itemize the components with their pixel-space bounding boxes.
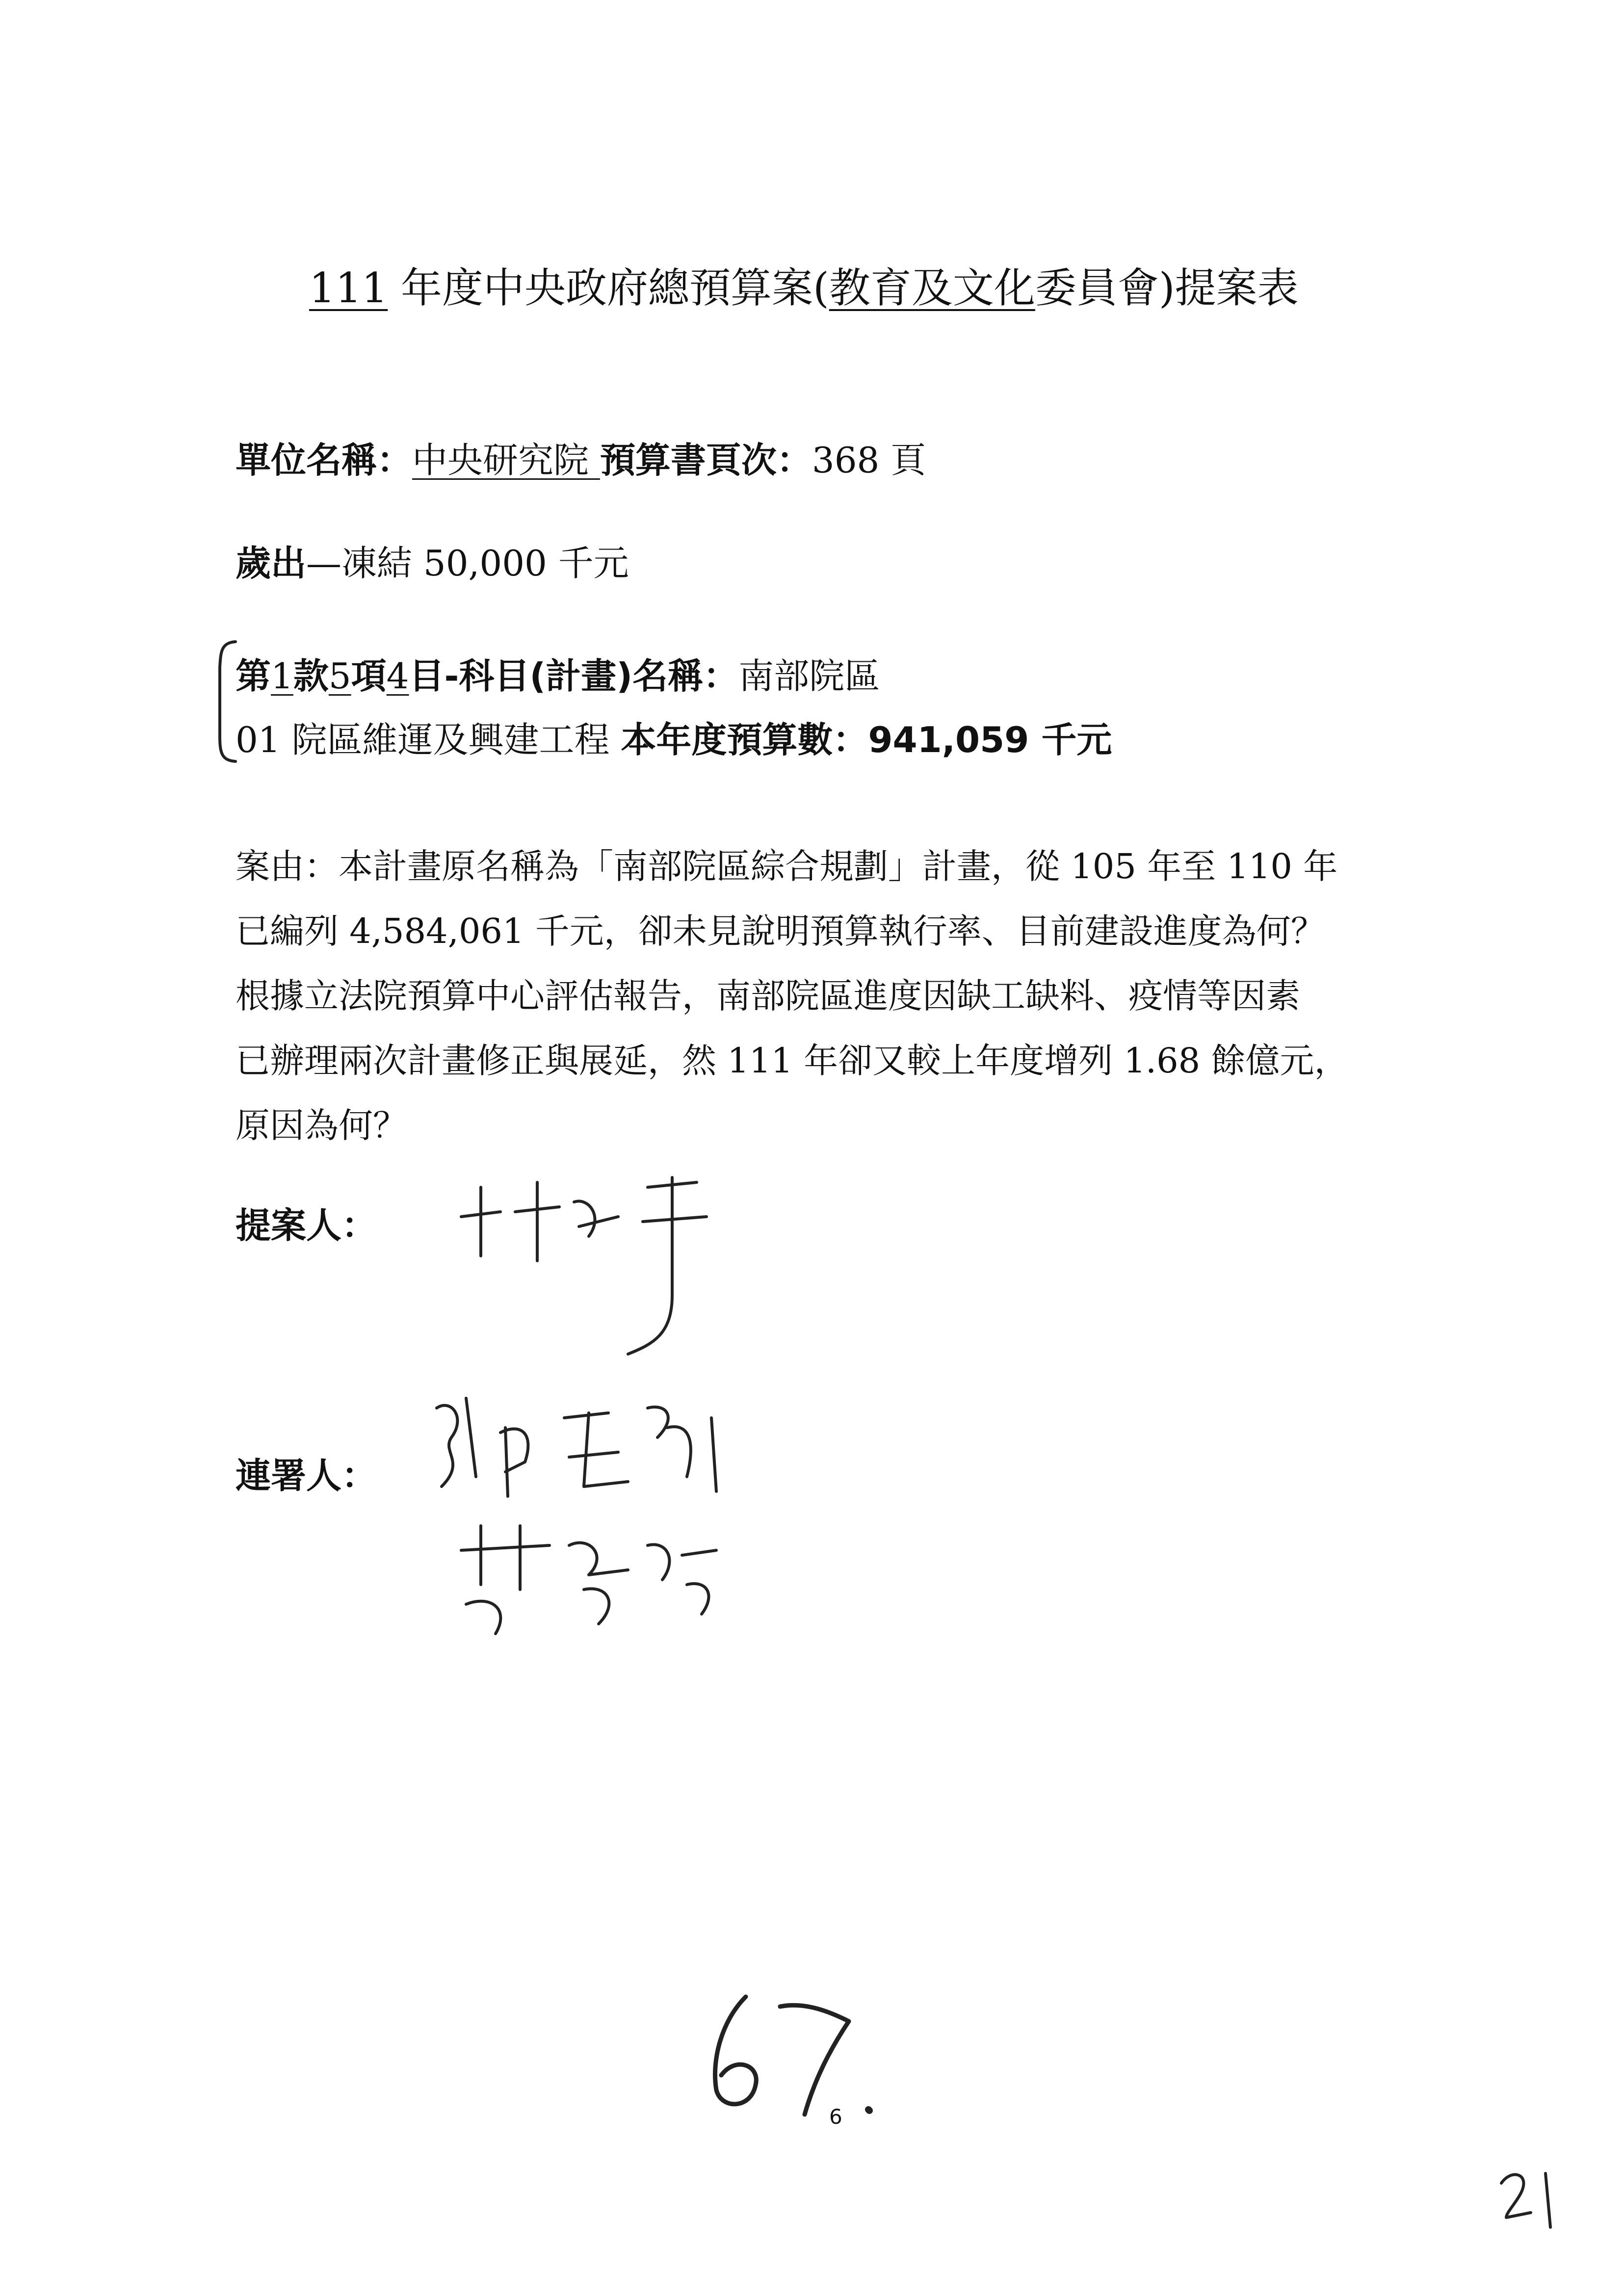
title-year: 111 <box>309 264 388 312</box>
reason-line: 已辦理兩次計畫修正與展延，然 111 年卻又較上年度增列 1.68 餘億元， <box>236 1041 1349 1081</box>
proposer-label: 提案人： <box>236 1205 377 1246</box>
item-k3-value: 4 <box>386 655 409 697</box>
expenditure-line <box>236 535 629 586</box>
item-line-2 <box>236 711 1112 762</box>
item-k2-value: 5 <box>328 655 351 697</box>
handwritten-number <box>692 1982 898 2129</box>
page-title <box>309 255 1299 314</box>
reason-line: 根據立法院預算中心評估報告，南部院區進度因缺工缺料、疫情等因素 <box>236 976 1300 1016</box>
expenditure-value: —凍結 50,000 千元 <box>306 543 629 584</box>
page-value: 368 頁 <box>812 440 926 481</box>
unit-line <box>236 432 926 483</box>
page-number: 6 <box>829 2105 842 2129</box>
item-k3: 項 <box>351 655 387 697</box>
reason-paragraph <box>236 834 1438 1158</box>
reason-line: 案由：本計畫原名稱為「南部院區綜合規劃」計畫，從 105 年至 110 年 <box>236 846 1338 887</box>
title-committee: 教育及文化 <box>829 264 1035 312</box>
item-k1: 第 <box>236 655 271 697</box>
item-k2: 款 <box>293 655 329 697</box>
title-part2: 委員會)提案表 <box>1035 264 1299 312</box>
item-k4: 目-科目(計畫)名稱： <box>409 655 739 697</box>
reason-line: 原因為何？ <box>236 1105 407 1146</box>
title-part1: 年度中央政府總預算案( <box>388 264 829 312</box>
item-budget: 本年度預算數：941,059 千元 <box>621 719 1112 760</box>
page-label: 預算書頁次： <box>600 440 812 481</box>
unit-label: 單位名稱： <box>236 440 413 481</box>
cosigner-label: 連署人： <box>236 1455 377 1496</box>
cosigner-signature <box>422 1379 765 1653</box>
expenditure-label: 歲出 <box>236 543 307 584</box>
item-sub: 01 院區維運及興建工程 <box>236 719 621 760</box>
corner-handwritten-number <box>1496 2164 1570 2232</box>
item-k1-value: 1 <box>271 655 293 697</box>
proposer-signature <box>442 1158 736 1364</box>
item-name: 南部院區 <box>738 655 880 697</box>
reason-line: 已編列 4,584,061 千元，卻未見說明預算執行率、目前建設進度為何？ <box>236 911 1325 951</box>
unit-value: 中央研究院 <box>412 440 600 481</box>
item-line-1 <box>236 648 880 699</box>
